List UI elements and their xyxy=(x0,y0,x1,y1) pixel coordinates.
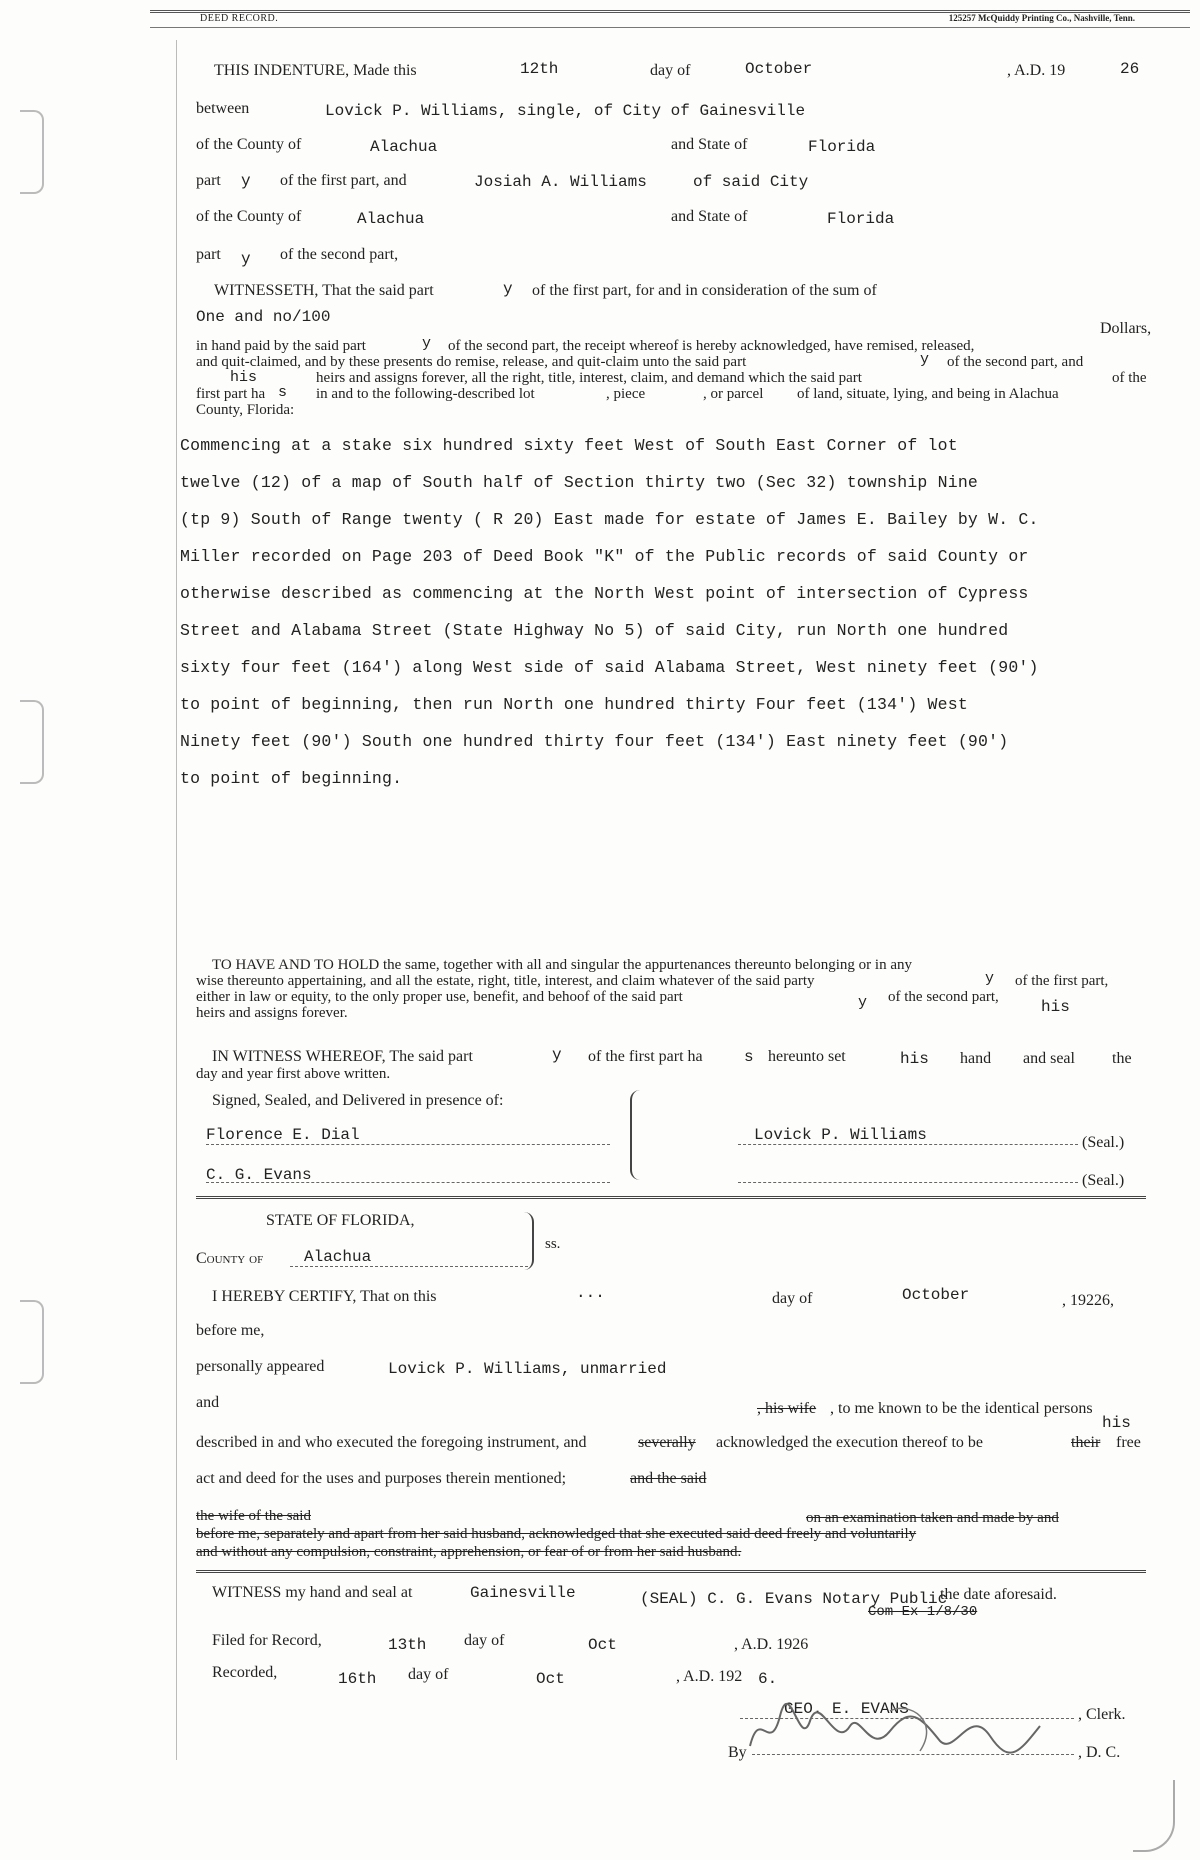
description-line: Miller recorded on Page 203 of Deed Book "K" of the Public records of said County or xyxy=(180,547,1029,566)
clerk-label: , Clerk. xyxy=(1078,1706,1126,1723)
certify-text: I HEREBY CERTIFY, That on this xyxy=(212,1288,437,1305)
rec-day: 16th xyxy=(338,1670,377,1688)
intro-text: THIS INDENTURE, Made this xyxy=(214,62,417,79)
cert-day: ... xyxy=(576,1284,605,1302)
witnesseth-7: County, Florida: xyxy=(196,402,295,418)
and-label: and xyxy=(196,1394,220,1411)
free-text: free xyxy=(1116,1434,1141,1451)
witnesseth-6d: , or parcel xyxy=(703,386,764,402)
ss-bracket xyxy=(522,1212,534,1270)
witness1-line xyxy=(206,1126,610,1145)
cert-county-line xyxy=(290,1248,528,1267)
in-witness-the: the xyxy=(1112,1050,1132,1067)
habendum-3: either in law or equity, to the only proper use, benefit, and behoof of the said part xyxy=(196,989,683,1005)
cert-day-of: day of xyxy=(772,1290,813,1307)
indenture-month: October xyxy=(745,60,813,78)
filed-ad: , A.D. 1926 xyxy=(734,1636,809,1653)
habendum-2: wise thereunto appertaining, and all the estate, right, title, interest, and claim whatever of the said party xyxy=(196,973,815,989)
county-label-2: of the County of xyxy=(196,208,302,225)
description-line: twelve (12) of a map of South half of Section thirty two (Sec 32) township Nine xyxy=(180,473,979,492)
grantor-line-2 xyxy=(738,1164,1078,1183)
witnesseth-his: his xyxy=(230,369,258,386)
witnesseth-1b: of the first part, for and in consideration of the sum of xyxy=(532,282,877,299)
header-band xyxy=(150,10,1190,28)
first-part-label: of the first part, and xyxy=(280,172,407,189)
between-label: between xyxy=(196,100,250,117)
and-the-said-struck: and the said xyxy=(630,1470,707,1487)
dc-label: , D. C. xyxy=(1078,1744,1121,1761)
section-divider-2 xyxy=(196,1570,1146,1573)
filed-day: 13th xyxy=(388,1636,427,1654)
habendum-2b: of the first part, xyxy=(1015,973,1109,989)
in-witness-1: IN WITNESS WHEREOF, The said part xyxy=(212,1048,473,1065)
in-witness-his: his xyxy=(900,1050,929,1068)
binder-hole-1 xyxy=(20,110,44,194)
signed-sealed: Signed, Sealed, and Delivered in presence of: xyxy=(212,1092,504,1109)
before-me: before me, xyxy=(196,1322,265,1339)
notary-sign: (SEAL) C. G. Evans Notary Public xyxy=(640,1590,948,1608)
recorded-label: Recorded, xyxy=(212,1664,278,1681)
ss-label: ss. xyxy=(545,1236,561,1252)
header-printer: 125257 McQuiddy Printing Co., Nashville, Tenn. xyxy=(948,13,1135,23)
county-label-1: of the County of xyxy=(196,136,302,153)
part-label-1: part xyxy=(196,172,221,189)
state2: Florida xyxy=(827,210,895,228)
wife-clause-1b: on an examination taken and made by and xyxy=(806,1510,1059,1526)
section-divider-1 xyxy=(196,1196,1146,1199)
state-label-2: and State of xyxy=(671,208,748,225)
party2-city: of said City xyxy=(693,173,809,191)
second-part-label: of the second part, xyxy=(280,246,399,263)
party1: Lovick P. Williams, single, of City of Gainesville xyxy=(325,102,806,120)
witnesseth-4y: y xyxy=(920,351,930,368)
habendum-1: TO HAVE AND TO HOLD the same, together with all and singular the appurtenances thereunto belonging or in any xyxy=(212,957,912,973)
witness-hand: WITNESS my hand and seal at xyxy=(212,1584,413,1601)
rec-year: 6. xyxy=(758,1670,778,1688)
wife-clause-1: the wife of the said xyxy=(196,1508,311,1524)
appeared-person: Lovick P. Williams, unmarried xyxy=(388,1360,667,1378)
description-line: Street and Alabama Street (State Highway No 5) of said City, run North one hundred xyxy=(180,621,1009,640)
rec-month: Oct xyxy=(536,1670,565,1688)
part-y-2: y xyxy=(241,250,251,268)
witnesseth-3b: of the second part, the receipt whereof is hereby acknowledged, have remised, released, xyxy=(448,338,975,354)
witnesseth-6s: s xyxy=(278,384,288,401)
header-title: DEED RECORD. xyxy=(200,13,279,24)
witnesseth-6b: in and to the following-described lot xyxy=(316,386,535,402)
state-of-florida: STATE OF FLORIDA, xyxy=(266,1212,415,1229)
witnesseth-6c: , piece xyxy=(606,386,646,402)
cert-county: Alachua xyxy=(304,1248,372,1266)
cert-his: his xyxy=(1102,1414,1131,1432)
wife-clause-2: before me, separately and apart from her said husband, acknowledged that she executed said deed freely and voluntarily xyxy=(196,1526,917,1542)
witnesseth-6e: of land, situate, lying, and being in Alachua xyxy=(797,386,1059,402)
sum-amount: One and no/100 xyxy=(196,308,331,326)
witnesseth-6: first part ha xyxy=(196,386,266,402)
seal-label-1: (Seal.) xyxy=(1082,1134,1125,1151)
filed-month: Oct xyxy=(588,1636,617,1654)
in-witness-seal: and seal xyxy=(1023,1050,1075,1067)
his-wife-struck: , his wife xyxy=(757,1400,817,1417)
description-line: sixty four feet (164') along West side of said Alabama Street, West ninety feet (90') xyxy=(180,658,1039,677)
signature-bracket xyxy=(630,1090,642,1180)
witness-place: Gainesville xyxy=(470,1584,576,1602)
county-of-label: County of xyxy=(196,1250,264,1267)
in-witness-1b: of the first part ha xyxy=(588,1048,703,1065)
described-text: described in and who executed the foregoing instrument, and xyxy=(196,1434,587,1451)
binder-hole-3 xyxy=(20,1300,44,1384)
rec-ad: , A.D. 192 xyxy=(676,1668,743,1685)
act-text: act and deed for the uses and purposes therein mentioned; xyxy=(196,1470,567,1487)
binder-hole-2 xyxy=(20,700,44,784)
cert-month: October xyxy=(902,1286,970,1304)
description-line: Ninety feet (90') South one hundred thirty four feet (134') East ninety feet (90') xyxy=(180,732,1009,751)
witness2-name: C. G. Evans xyxy=(206,1166,312,1184)
county2: Alachua xyxy=(357,210,425,228)
description-line: Commencing at a stake six hundred sixty feet West of South East Corner of lot xyxy=(180,436,958,455)
witnesseth-1: WITNESSETH, That the said part xyxy=(214,282,434,299)
filed-day-of: day of xyxy=(464,1632,505,1649)
description-line: to point of beginning. xyxy=(180,769,403,788)
description-line: to point of beginning, then run North one hundred thirty Four feet (134') West xyxy=(180,695,968,714)
commission-expiry: Com Ex 1/8/30 xyxy=(868,1604,978,1620)
party2: Josiah A. Williams xyxy=(474,173,647,191)
part-label-2: part xyxy=(196,246,221,263)
clerk-name: GEO. E. EVANS xyxy=(784,1700,909,1718)
grantor-name: Lovick P. Williams xyxy=(754,1126,927,1144)
description-line: otherwise described as commencing at the North West point of intersection of Cypress xyxy=(180,584,1029,603)
county1: Alachua xyxy=(370,138,438,156)
in-witness-s: s xyxy=(744,1048,754,1066)
witnesseth-4b: of the second part, and xyxy=(947,354,1084,370)
in-witness-y: y xyxy=(552,1046,562,1064)
known-text: , to me known to be the identical persons xyxy=(830,1400,1093,1417)
severally-struck: severally xyxy=(638,1434,696,1451)
deputy-signature xyxy=(740,1696,1070,1766)
state-label-1: and State of xyxy=(671,136,748,153)
in-witness-2: day and year first above written. xyxy=(196,1066,391,1082)
habendum-2y: y xyxy=(985,970,995,987)
witness2-line xyxy=(206,1164,610,1183)
filed-label: Filed for Record, xyxy=(212,1632,322,1649)
their-struck: their xyxy=(1071,1434,1101,1451)
habendum-3y: y xyxy=(858,994,868,1011)
witnesseth-3: in hand paid by the said part xyxy=(196,338,366,354)
appeared-label: personally appeared xyxy=(196,1358,325,1375)
habendum-4: heirs and assigns forever. xyxy=(196,1005,348,1021)
state1: Florida xyxy=(808,138,876,156)
description-line: (tp 9) South of Range twenty ( R 20) East made for estate of James E. Bailey by W. C. xyxy=(180,510,1039,529)
date-aforesaid: the date aforesaid. xyxy=(940,1586,1057,1603)
ad-label: , A.D. 19 xyxy=(1007,62,1066,79)
page-edge-curl xyxy=(1133,1780,1175,1852)
by-label: By xyxy=(728,1744,747,1761)
witnesseth-3y: y xyxy=(422,335,432,352)
habendum-his: his xyxy=(1041,998,1070,1016)
dollars-label: Dollars, xyxy=(1100,320,1152,337)
wife-clause-3: and without any compulsion, constraint, apprehension, or fear of or from her said husband. xyxy=(196,1544,742,1560)
habendum-3b: of the second part, xyxy=(888,989,999,1005)
day-of-label: day of xyxy=(650,62,691,79)
grantor-line xyxy=(738,1126,1078,1145)
cert-year: , 19226, xyxy=(1062,1292,1114,1309)
ack-text: acknowledged the execution thereof to be xyxy=(716,1434,983,1451)
witnesseth-5: heirs and assigns forever, all the right, title, interest, claim, and demand which the said part xyxy=(316,370,862,386)
margin-line xyxy=(176,40,177,1760)
witnesseth-y: y xyxy=(503,280,513,298)
in-witness-hand: hand xyxy=(960,1050,992,1067)
part-y-1: y xyxy=(241,172,251,190)
witness1-name: Florence E. Dial xyxy=(206,1126,360,1144)
indenture-day: 12th xyxy=(520,60,559,78)
rec-day-of: day of xyxy=(408,1666,449,1683)
indenture-year: 26 xyxy=(1120,60,1140,78)
seal-label-2: (Seal.) xyxy=(1082,1172,1125,1189)
in-witness-1c: hereunto set xyxy=(768,1048,846,1065)
witnesseth-4: and quit-claimed, and by these presents do remise, release, and quit-claim unto the said part xyxy=(196,354,747,370)
witnesseth-5b: of the xyxy=(1112,370,1147,386)
